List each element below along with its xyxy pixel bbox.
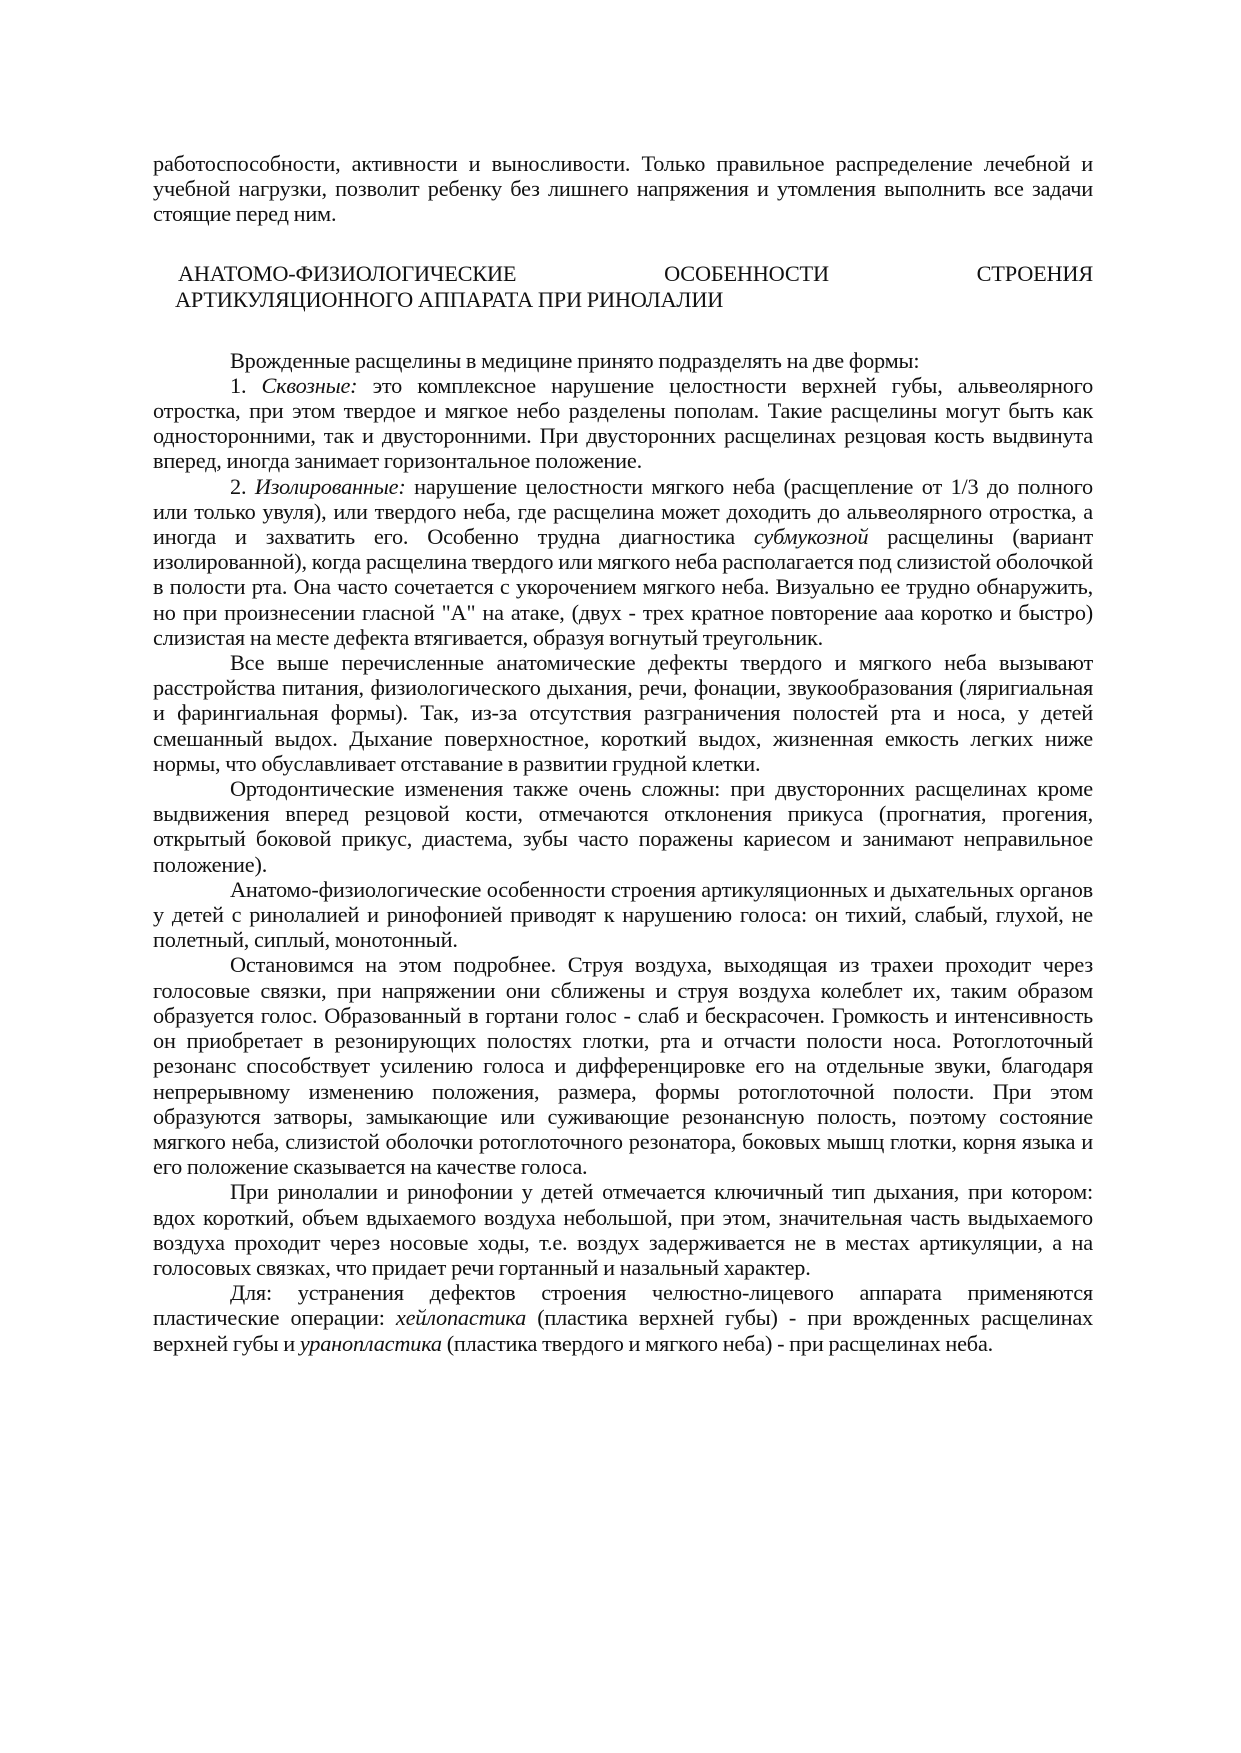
- form-text: нарушение целостности мягкого неба (расщепление от 1/3 до полного или только увуля), или твердого неба, где расщелина может доходить до альвеолярного отростка, а иногда и захватить его. Особенно трудна диагностика: [153, 473, 1094, 550]
- section-heading-line1: АНАТОМО-ФИЗИОЛОГИЧЕСКИЕ ОСОБЕННОСТИ СТРОЕНИЯ: [178, 260, 1093, 286]
- form-term: Изолированные:: [254, 473, 406, 499]
- emphasis-term: хейлопастика: [395, 1305, 527, 1331]
- lead-paragraph: Врожденные расщелины в медицине принято подразделять на две формы:: [230, 347, 920, 373]
- form-term: Сквозные:: [261, 372, 358, 398]
- form-text: расщелины (вариант изолированной), когда расщелина твердого или мягкого неба располагается под слизистой оболочкой в полости рта. Она часто сочетается с укорочением мягкого неба. Визуально ее трудно обнаружить, но при произнесении гласной "А" на атаке, (двух - трех кратное повторение ааа коротко и быстро) слизистая на месте дефекта втягивается, образуя вогнутый треугольник.: [153, 524, 1093, 650]
- emphasis-term: субмукозной: [753, 524, 869, 550]
- paragraph-text: Для: устранения дефектов строения челюстно-лицевого аппарата применяются пластические операции:: [153, 1280, 1093, 1331]
- paragraph-text: (пластика верхней губы) - при врожденных расщелинах верхней губы и: [153, 1305, 1093, 1356]
- section-heading: [153, 261, 1093, 313]
- body-paragraph: Остановимся на этом подробнее. Струя воздуха, выходящая из трахеи проходит через голосовые связки, при напряжении они сближены и струя воздуха колеблет их, таким образом образуется голос. Образованный в гортани голос - слаб и бескрасочен. Громкость и интенсивность он приобретает в резонирующих полостях глотки, рта и отчасти полости носа. Ротоглоточный резонанс способствует усилению голоса и дифференцировке его на отдельные звуки, благодаря непрерывному изменению положения, размера, формы ротоглоточной полости. При этом образуются затворы, замыкающие или суживающие резонансную полость, поэтому состояние мягкого неба, слизистой оболочки ротоглоточного резонатора, боковых мышц глотки, корня языка и его положение сказывается на качестве голоса.: [153, 952, 1093, 1180]
- document-page: [153, 151, 1093, 1356]
- form-number: 1.: [230, 372, 247, 398]
- form-number: 2.: [230, 473, 247, 499]
- final-paragraph: [153, 1280, 1093, 1356]
- body-paragraph: Анатомо-физиологические особенности строения артикуляционных и дыхательных органов у детей с ринолалией и ринофонией приводят к нарушению голоса: он тихий, слабый, глухой, не полетный, сиплый, монотонный.: [153, 876, 1093, 953]
- body-paragraph: При ринолалии и ринофонии у детей отмечается ключичный тип дыхания, при котором: вдох короткий, объем вдыхаемого воздуха небольшой, при этом, значительная часть выдыхаемого воздуха проходит через носовые ходы, т.е. воздух задерживается не в местах артикуляции, а на голосовых связках, что придает речи гортанный и назальный характер.: [153, 1179, 1093, 1280]
- form-item-isolated: [153, 474, 1093, 650]
- intro-paragraph: работоспособности, активности и выносливости. Только правильное распределение лечебной и учебной нагрузки, позволит ребенку без лишнего напряжения и утомления выполнить все задачи стоящие перед ним.: [153, 151, 1093, 227]
- form-text: это комплексное нарушение целостности верхней губы, альвеолярного отростка, при этом твердое и мягкое небо разделены пополам. Такие расщелины могут быть как односторонними, так и двусторонними. При двусторонних расщелинах резцовая кость выдвинута вперед, иногда занимает горизонтальное положение.: [153, 372, 1094, 474]
- form-item-through: [153, 373, 1093, 474]
- body-paragraph: Все выше перечисленные анатомические дефекты твердого и мягкого неба вызывают расстройства питания, физиологического дыхания, речи, фонации, звукообразования (ляригиальная и фарингиальная формы). Так, из-за отсутствия разграничения полостей рта и носа, у детей смешанный выдох. Дыхание поверхностное, короткий выдох, жизненная емкость легких ниже нормы, что обуславливает отставание в развитии грудной клетки.: [153, 650, 1093, 776]
- paragraph-text: (пластика твердого и мягкого неба) - при расщелинах неба.: [441, 1330, 994, 1356]
- section-heading-line2: АРТИКУЛЯЦИОННОГО АППАРАТА ПРИ РИНОЛАЛИИ: [175, 286, 724, 312]
- emphasis-term: уранопластика: [299, 1330, 442, 1356]
- body-paragraph: Ортодонтические изменения также очень сложны: при двусторонних расщелинах кроме выдвижения вперед резцовой кости, отмечаются отклонения прикуса (прогнатия, прогения, открытый боковой прикус, диастема, зубы часто поражены кариесом и занимают неправильное положение).: [153, 776, 1093, 877]
